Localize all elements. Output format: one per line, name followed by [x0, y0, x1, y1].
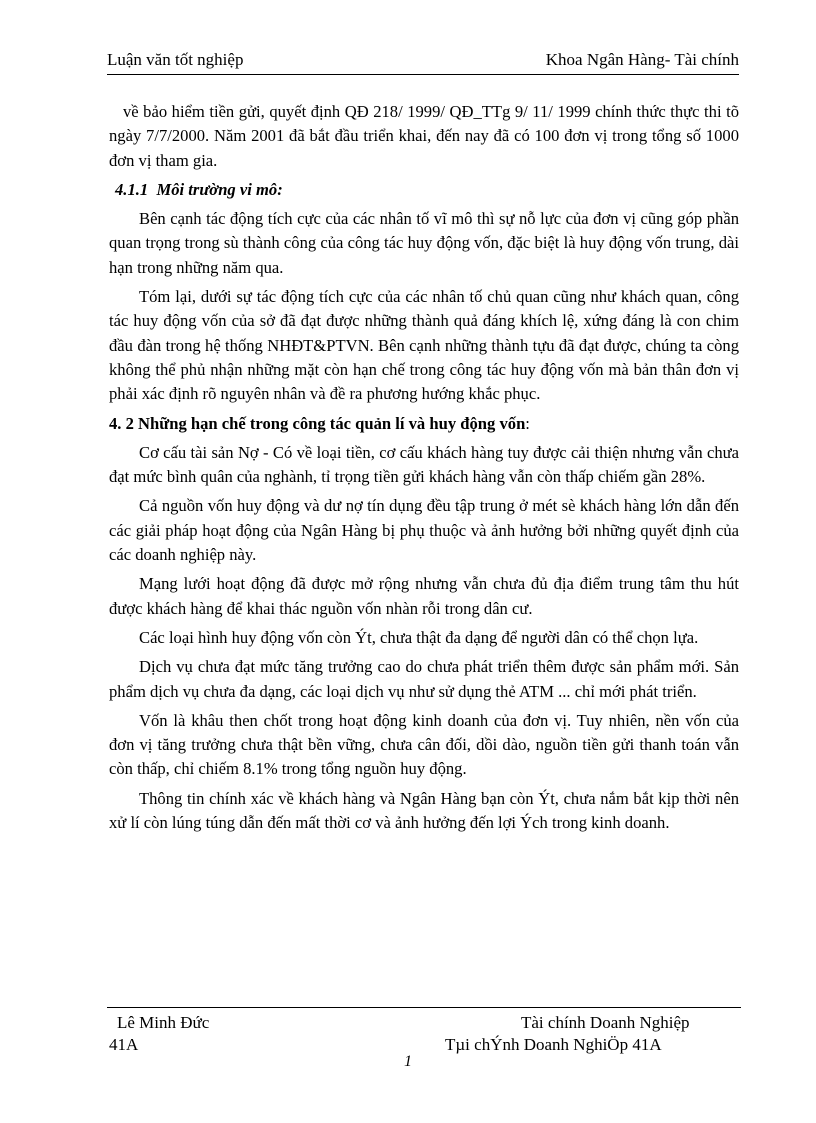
header-divider: [107, 74, 739, 75]
page-number: 1: [404, 1053, 412, 1070]
paragraph-deposit-insurance: về bảo hiểm tiền gửi, quyết định QĐ 218/ 1999/ QĐ_TTg 9/ 11/ 1999 chính thức thực thi tõ ngày 7/7/2000. Năm 2001 đã bắt đầu triển khai, đến nay đã có 100 đơn vị trong tổng số 1000 đơn vị tham gia.: [109, 102, 739, 170]
paragraph-micro-effort: Bên cạnh tác động tích cực của các nhân tố vĩ mô thì sự nỗ lực của đơn vị cũng góp phần quan trọng trong sù thành công của công tác huy động vốn, đặc biệt là huy động vốn trung, dài hạn trong những năm qua.: [109, 209, 739, 277]
page-header: [107, 50, 739, 72]
paragraph-information: Thông tin chính xác về khách hàng và Ngân Hàng bạn còn Ýt, chưa nắm bắt kịp thời nên xử lí còn lúng túng dẫn đến mất thời cơ và ảnh hưởng đến lợi Ých trong kinh doanh.: [109, 788, 739, 833]
paragraph-asset-structure: Cơ cấu tài sản Nợ - Có về loại tiền, cơ cấu khách hàng tuy được cải thiện nhưng vẫn chưa đạt mức bình quân của nghành, tỉ trọng tiền gửi khách hàng vẫn còn thấp chiếm gần 28%.: [109, 442, 739, 487]
footer-major-class: Tµi chÝnh Doanh NghiÖp 41A: [445, 1035, 662, 1054]
section-title: Môi trường vi mô:: [156, 179, 283, 199]
paragraph-network: Mạng lưới hoạt động đã được mở rộng nhưng vẫn chưa đủ địa điểm trung tâm thu hút được khách hàng để khai thác nguồn vốn nhàn rỗi trong dân cư.: [109, 574, 739, 618]
section-number: 4.1.1: [115, 179, 149, 199]
paragraph-product-types: Các loại hình huy động vốn còn Ýt, chưa thật đa dạng để người dân có thể chọn lựa.: [139, 627, 699, 647]
footer-major: Tài chính Doanh Nghiệp: [521, 1013, 690, 1032]
section-title-colon: :: [525, 413, 530, 433]
paragraph-capital: Vốn là khâu then chốt trong hoạt động kinh doanh của đơn vị. Tuy nhiên, nền vốn của đơn vị tăng trưởng chưa thật bền vững, chưa cân đối, dồi dào, nguồn tiền gửi thanh toán vẫn còn thấp, chỉ chiếm 8.1% trong tổng nguồn huy động.: [109, 710, 739, 779]
header-thesis-label: Luận văn tốt nghiệp: [107, 50, 244, 69]
paragraph-summary: Tóm lại, dưới sự tác động tích cực của các nhân tố chủ quan cũng như khách quan, công tác huy động vốn của sở đã đạt được những thành quả đáng khích lệ, xứng đáng là con chim đầu đàn trong hệ thống NHĐT&PTVN. Bên cạnh những thành tựu đã đạt được, chúng ta còng không thể phủ nhận những mặt còn hạn chế trong công tác huy động vốn mà bản thân đơn vị phải xác định rõ nguyên nhân và đề ra phương hướng khắc phục.: [109, 287, 739, 404]
paragraph-concentration: Cả nguồn vốn huy động và dư nợ tín dụng đều tập trung ở mét sè khách hàng lớn dẫn đến các giải pháp hoạt động của Ngân Hàng bị phụ thuộc và ảnh hưởng bởi những quyết định của các doanh nghiệp này.: [109, 496, 739, 565]
section-heading-micro-environment: [109, 178, 739, 202]
footer-class: 41A: [109, 1035, 139, 1054]
section-title-limitations: 4. 2 Những hạn chế trong công tác quản lí và huy động vốn: [109, 413, 526, 433]
header-faculty-label: Khoa Ngân Hàng- Tài chính: [545, 50, 739, 69]
paragraph-services: Dịch vụ chưa đạt mức tăng trưởng cao do chưa phát triển thêm được sản phẩm mới. Sản phẩm dịch vụ chưa đa dạng, các loại dịch vụ như sử dụng thẻ ATM ... chỉ mới phát triển.: [109, 657, 739, 701]
document-body: [109, 100, 739, 840]
section-heading-limitations: [109, 412, 739, 436]
footer-divider: [107, 1007, 741, 1008]
footer-author: Lê Minh Đức: [117, 1013, 210, 1032]
